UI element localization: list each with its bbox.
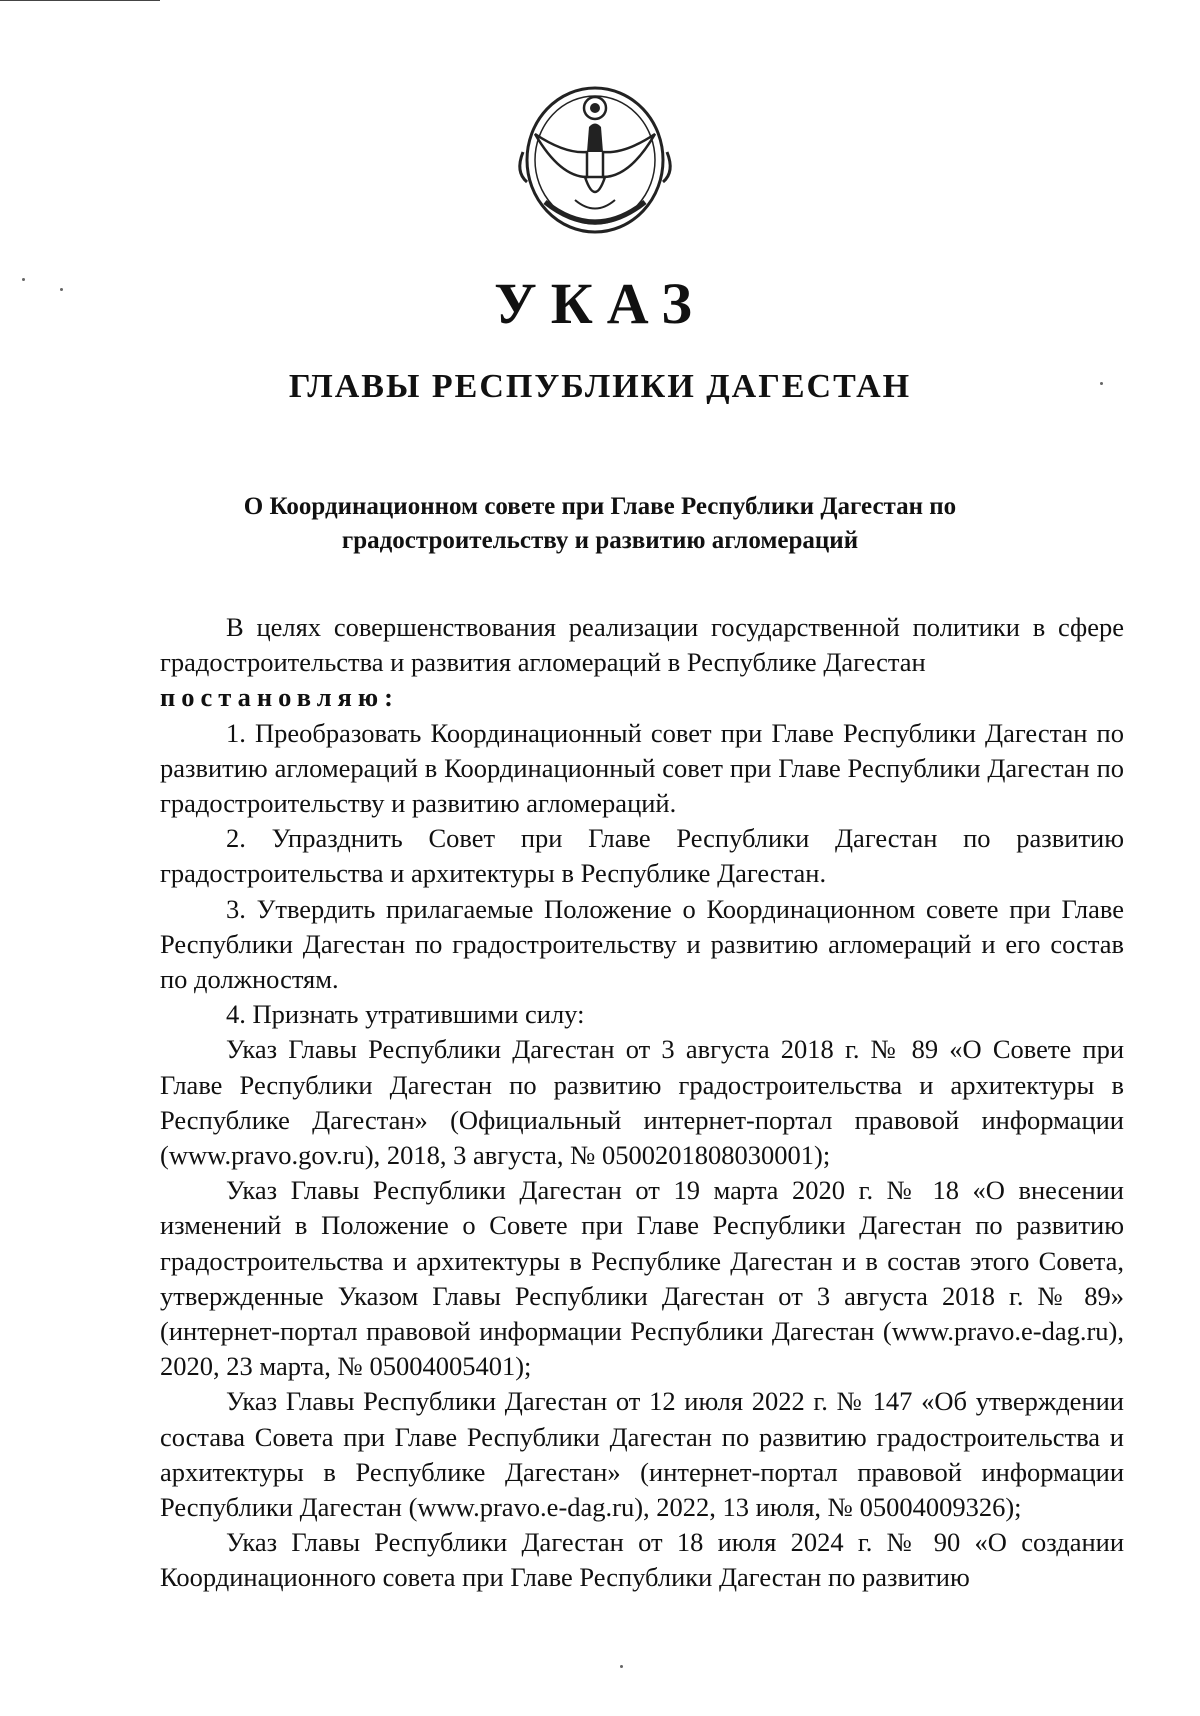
scan-speck — [1100, 382, 1103, 385]
preamble-paragraph — [160, 610, 1124, 680]
document-subtitle: ГЛАВЫ РЕСПУБЛИКИ ДАГЕСТАН — [288, 368, 912, 405]
preamble-text: В целях совершенствования реализации государственной политики в сфере градостроительства и развития агломераций в Республике Дагестан — [160, 612, 1124, 678]
scan-speck — [620, 1665, 623, 1668]
repealed-act-paragraph: Указ Главы Республики Дагестан от 12 июля 2022 г. № 147 «Об утверждении состава Совета при Главе Республики Дагестан по развитию градостроительства и архитектуры в Республике Дагестан» (интернет-портал правовой информации Республики Дагестан (www.pravo.e-dag.ru), 2022, 13 июля, № 05004009326); — [160, 1386, 1124, 1523]
heading-line-2: градостроительству и развитию агломераций — [341, 527, 859, 554]
decree-word: постановляю: — [160, 682, 399, 713]
scan-edge-line — [0, 0, 160, 1]
scan-speck — [60, 288, 63, 291]
repealed-act-paragraph: Указ Главы Республики Дагестан от 3 августа 2018 г. № 89 «О Совете при Главе Республики Дагестан по развитию градостроительства и архитектуры в Республике Дагестан» (Официальный интернет-портал правовой информации (www.pravo.gov.ru), 2018, 3 августа, № 0500201808030001); — [160, 1034, 1124, 1171]
document-body — [160, 610, 1124, 1596]
document-title: УКАЗ — [494, 271, 706, 336]
coat-of-arms-icon — [505, 82, 685, 242]
item-paragraph: 2. Упразднить Совет при Главе Республики Дагестан по развитию градостроительства и архитектуры в Республике Дагестан. — [160, 823, 1124, 889]
scan-speck — [22, 278, 25, 281]
decree-word-paragraph — [160, 680, 1124, 715]
document-heading — [160, 490, 1040, 558]
item-paragraph: 1. Преобразовать Координационный совет при Главе Республики Дагестан по развитию агломераций в Координационный совет при Главе Республики Дагестан по градостроительству и развитию агломераций. — [160, 717, 1124, 819]
item-paragraph: 3. Утвердить прилагаемые Положение о Координационном совете при Главе Республики Дагестан по градостроительству и развитию агломераций и его состав по должностям. — [160, 893, 1124, 995]
heading-line-1: О Координационном совете при Главе Республики Дагестан по — [243, 493, 957, 520]
item-paragraph: 4. Признать утратившими силу: — [226, 999, 585, 1030]
repealed-act-paragraph: Указ Главы Республики Дагестан от 19 марта 2020 г. № 18 «О внесении изменений в Положение о Совете при Главе Республики Дагестан по развитию градостроительства и архитектуры в Республике Дагестан и в состав этого Совета, утвержденные Указом Главы Республики Дагестан от 3 августа 2018 г. № 89» (интернет-портал правовой информации Республики Дагестан (www.pravo.e-dag.ru), 2020, 23 марта, № 05004005401); — [160, 1175, 1124, 1382]
repealed-act-paragraph: Указ Главы Республики Дагестан от 18 июля 2024 г. № 90 «О создании Координационного совета при Главе Республики Дагестан по развитию — [160, 1527, 1124, 1593]
